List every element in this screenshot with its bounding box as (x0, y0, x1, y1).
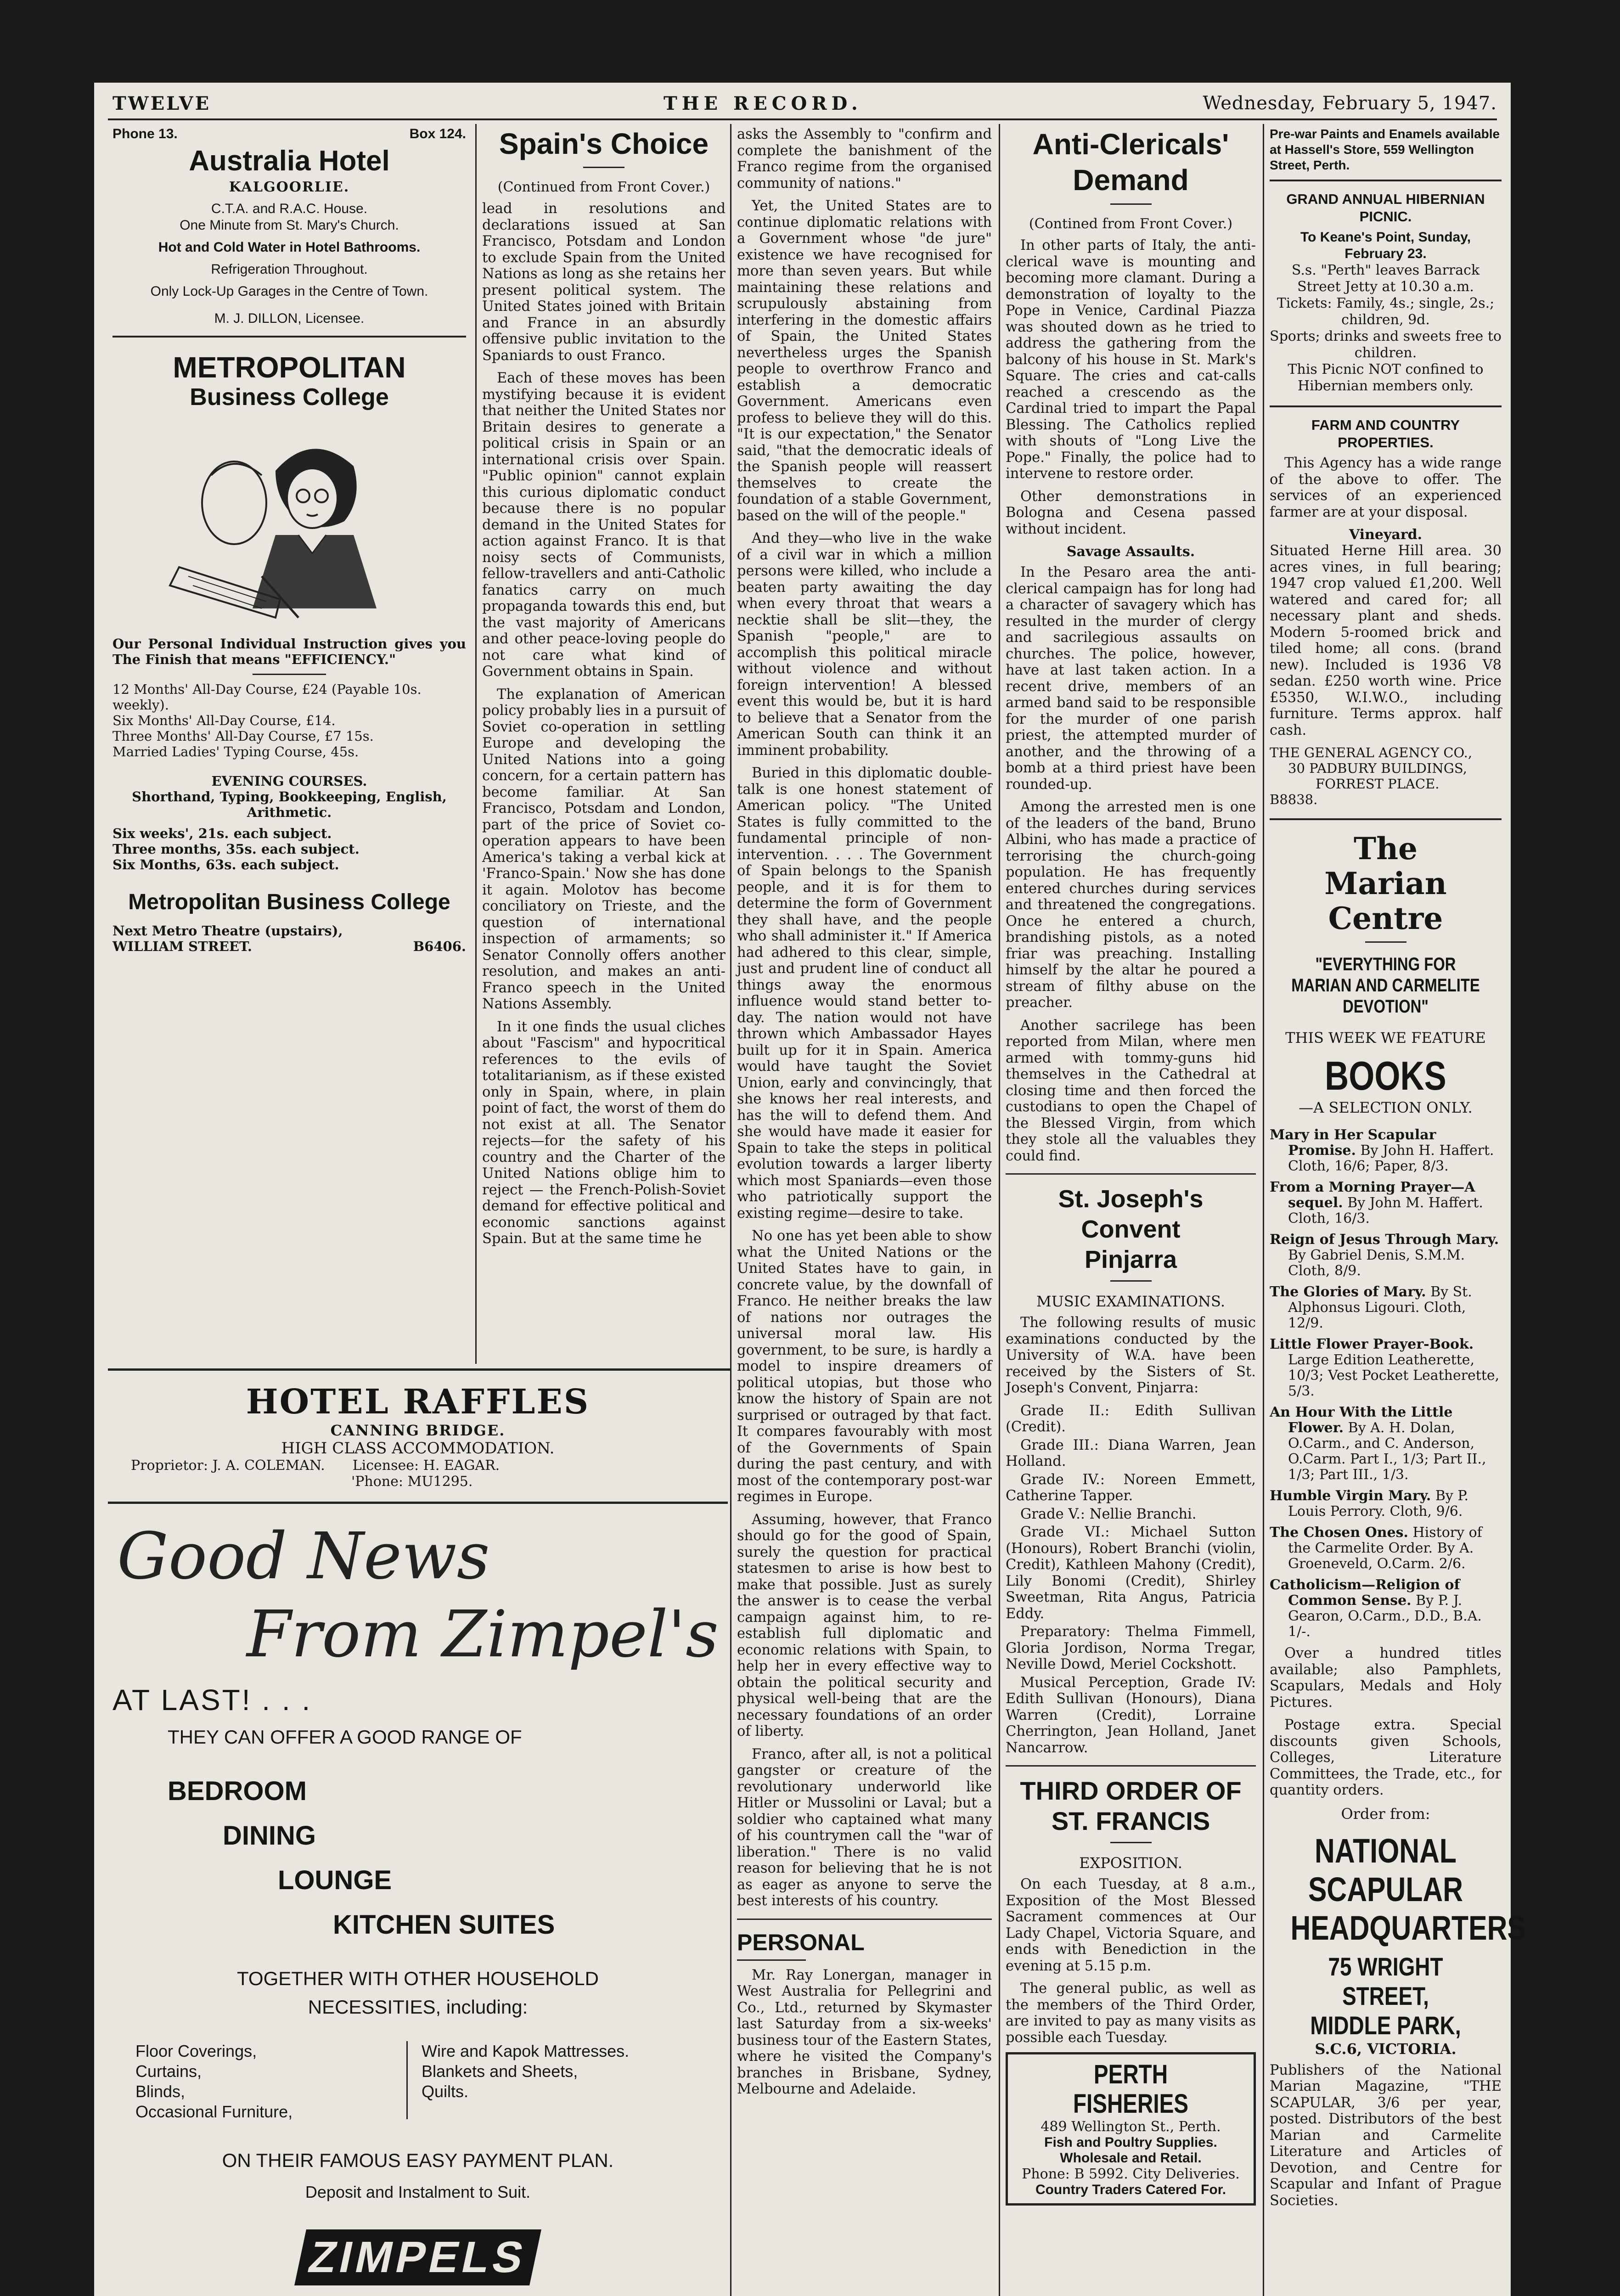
raffles-proprietor: Proprietor: J. A. COLEMAN. (131, 1458, 325, 1474)
title-rule (583, 167, 624, 168)
spain-para-1: lead in resolutions and declarations issued at San Francisco, Potsdam and London to exclude Spain from the United Nations as long as she retains her present political system. The United States joined with Britain and France in an absurdly offensive public invitation to the Spaniards to oust Franco. (482, 201, 726, 364)
grade-4: Grade V.: Nellie Branchi. (1020, 1506, 1197, 1522)
zimpels-ad (112, 1518, 723, 2285)
bottom-left-ads (112, 1382, 723, 2296)
book-detail: History of the Carmelite Order. By A. Groeneveld, O.Carm. 2/6. (1288, 1525, 1482, 1572)
book-title: Mary in Her Scapular Promise. (1270, 1127, 1436, 1159)
hibernian-picnic-ad (1270, 191, 1502, 394)
raffles-licensee: Licensee: H. EAGAR. (352, 1458, 500, 1474)
book-title: The Chosen Ones. (1270, 1525, 1408, 1541)
book-detail: By John M. Haffert. Cloth, 16/3. (1288, 1195, 1483, 1227)
book-entry (1270, 1337, 1502, 1399)
marian-order: Order from: (1341, 1805, 1430, 1823)
spain-para-2: Each of these moves has been mystifying because it is evident that neither the United States nor Britain desires to generate a political crisis in Spain or an international crisis over Spain. "Public opinion" cannot explain this curious diplomatic conduct because there is no popular demand in the United States for action against Franco. It is that noisy sects of Communists, fellow-travellers and anti-Catholic fanatics carry on much propaganda towards this end, but the vast majority of Americans and other peace-loving people do not care what kind of Government obtains in Spain. (482, 370, 726, 680)
book-title: Little Flower Prayer-Book. (1270, 1336, 1474, 1352)
evening-price-2: Three months, 35s. each subject. (112, 841, 360, 857)
issue-date: Wednesday, February 5, 1947. (1203, 93, 1497, 114)
music-exams-subhead: MUSIC EXAMINATIONS. (1036, 1293, 1225, 1310)
spain-para-7: And they—who live in the wake of a civil war in which a million persons were killed, who include a beaten party awaiting the day when every throat that wears a necktie shall be slit—they, the Spanish "people," are to accomplish this political miracle without violence and without foreign intervention! A blessed event this would be, but it is hard to believe that a Senator from the American South can think it an imminent probability. (737, 530, 992, 759)
divider (1270, 180, 1502, 181)
zimpels-at-last: AT LAST! . . . (112, 1683, 312, 1716)
item-curtains: Curtains, (135, 2062, 202, 2081)
metropolitan-address: Next Metro Theatre (upstairs), (112, 923, 343, 939)
grade-2: Grade III.: Diana Warren, Jean Holland. (1006, 1437, 1256, 1469)
newspaper-page (94, 83, 1526, 2296)
personal-text: Mr. Ray Lonergan, manager in West Australia for Pellegrini and Co., Ltd., returned by Skymaster last Saturday from a six-weeks' business tour of the Eastern States, where he visited the Company's branches in Brisbane, Sydney, Melbourne and Adelaide. (737, 1967, 992, 2097)
left-ads-column (112, 126, 466, 1366)
grade-6: Preparatory: Thelma Fimmell, Gloria Jordison, Norma Tregar, Neville Dowd, Meriel Cockshott. (1006, 1624, 1256, 1672)
spain-para-9: No one has yet been able to show what the United Nations or the United States have to gain, in concrete value, by the downfall of Franco. He neither breaks the law of nations nor outrages the universal moral law. His government, to be sure, is hardly a model to inspire dreamers of political utopias, but those who know the history of Spain are not surprised or outraged by that fact. It compares favourably with most of the Governments of Spain during the past century, and with most of the contemporary post-war regimes in Europe. (737, 1228, 992, 1505)
metropolitan-code: B6406. (413, 939, 466, 954)
book-detail: By A. H. Dolan, O.Carm., and C. Anderson, O.Carm. Part I., 1/3; Part II., 1/3; Part III., 1/3. (1288, 1420, 1486, 1483)
spain-para-6: Yet, the United States are to continue diplomatic relations with a Government whose "de jure" existence we have recognised for more than seven years. But while maintaining these relations and scrupulously abstaining from interfering in the domestic affairs of Spain, the United States nevertheless urges the Spanish people to overthrow Franco and establish a democratic Government. Americans even profess to believe they will do this. "It is our expectation," the Senator said, "that the democratic ideals of the Spanish people will reassert themselves to create the foundation of a stable Government, based on the will of the people." (737, 198, 992, 524)
book-detail: By St. Alphonsus Ligouri. Cloth, 12/9. (1288, 1284, 1472, 1331)
book-title: The Glories of Mary. (1270, 1284, 1426, 1300)
zimpels-logo: ZIMPELS (294, 2229, 541, 2285)
anticlerical-title: Anti-Clericals' Demand (1032, 128, 1229, 197)
zimpels-offer: THEY CAN OFFER A GOOD RANGE OF (168, 1726, 522, 1748)
zimpels-headline-1: Good News (117, 1519, 490, 1594)
book-entry (1270, 1525, 1502, 1572)
zimpels-together: TOGETHER WITH OTHER HOUSEHOLD (237, 1968, 599, 1989)
title-rule (1110, 1280, 1152, 1282)
item-floor: Floor Coverings, (135, 2042, 257, 2060)
third-order-title-1: THIRD ORDER OF (1020, 1776, 1242, 1805)
course-2: Six Months' All-Day Course, £14. (112, 713, 336, 728)
australia-hotel-ad (112, 126, 466, 338)
book-title: Humble Virgin Mary. (1270, 1488, 1431, 1504)
fisheries-trade: Wholesale and Retail. (1060, 2150, 1202, 2166)
book-entry (1270, 1180, 1502, 1227)
raffles-title: HOTEL RAFFLES (246, 1382, 590, 1422)
agency-code: B8838. (1270, 792, 1318, 807)
book-entry (1270, 1405, 1502, 1483)
agency-address-1: 30 PADBURY BUILDINGS, (1288, 760, 1467, 776)
marian-publishers: Publishers of the National Marian Magazine, "THE SCAPULAR, 3/6 per year, posted. Distributors of the best Marian and Carmelite Literature and Articles of Devotion, and Centre for Scapular and Infant of Prague Societies. (1270, 2062, 1502, 2209)
spain-para-3: The explanation of American policy probably lies in a pursuit of Soviet co-operation in settling Europe and developing the United Nations into a going concern, for a certain pattern has become familiar. At San Francisco, Potsdam and London, part of the price of Soviet co-operation appears to have been America's taking a verbal kick at 'Franco-Spain.' Now she has done it again. Molotov has become conciliatory on Trieste, and the question of international inspection of armaments; so Senator Connolly offers another resolution, and makes an anti-Franco speech in the United Nations Assembly. (482, 686, 726, 1012)
hotel-line-3: Hot and Cold Water in Hotel Bathrooms. (158, 240, 421, 255)
hibernian-title: GRAND ANNUAL HIBERNIAN PICNIC. (1286, 191, 1485, 225)
masthead: THE RECORD. (664, 93, 862, 114)
book-list (1270, 1127, 1502, 1640)
column-rule (730, 124, 731, 2296)
divider (1006, 1173, 1256, 1175)
marian-hq-1: NATIONAL SCAPULAR (1308, 1831, 1463, 1908)
prewar-paints-ad: Pre-war Paints and Enamels available at Hassell's Store, 559 Wellington Street, Perth. (1270, 127, 1500, 172)
right-ads-column (1270, 126, 1526, 2296)
farm-intro: This Agency has a wide range of the above to offer. The services of an experienced farmer are at your disposal. (1270, 455, 1502, 520)
spain-title: Spain's Choice (499, 127, 709, 160)
hotel-line-2: One Minute from St. Mary's Church. (180, 218, 399, 233)
items-left (112, 2041, 393, 2122)
hibernian-note: This Picnic NOT confined to Hibernian members only. (1288, 361, 1484, 394)
marian-feature: THIS WEEK WE FEATURE (1285, 1029, 1486, 1047)
marian-postage: Postage extra. Special discounts given Schools, Colleges, Literature Committees, the Trade, etc., for quantity orders. (1270, 1717, 1502, 1798)
spain-article-col1 (482, 126, 726, 1366)
spain-para-11: Franco, after all, is not a political gangster or creature of the revolutionary underworld like Hitler or Mussolini or Laval; but a soldier who captained what many of his countrymen call the "war of liberation." There is no valid reason for believing that he is not as eager as anyone to serve the best interests of his country. (737, 1746, 992, 1909)
anticlerical-para-2: Other demonstrations in Bologna and Cesena passed without incident. (1006, 488, 1256, 537)
divider (1270, 818, 1502, 820)
metropolitan-subtitle: Business College (190, 384, 389, 411)
marian-state: S.C.6, VICTORIA. (1315, 2040, 1457, 2058)
spain-continued: (Continued from Front Cover.) (497, 179, 710, 195)
book-detail: By Gabriel Denis, S.M.M. Cloth, 8/9. (1288, 1247, 1465, 1279)
title-rule (1365, 941, 1406, 943)
evening-price-3: Six Months, 63s. each subject. (112, 857, 339, 872)
anticlerical-para-4: Among the arrested men is one of the leaders of the band, Bruno Albini, who has made a practice of terrorising the church-going population. He has frequently entered churches during services and threatened the congregations. Once he entered a church, brandishing pistols, as a noted friar was preaching. Installing himself by the altar he poured a stream of filthy abuse on the preacher. (1006, 799, 1256, 1011)
column-rule (475, 124, 477, 1364)
book-title: Reign of Jesus Through Mary. (1270, 1232, 1499, 1248)
evening-subjects: Shorthand, Typing, Bookkeeping, English, Arithmetic. (132, 789, 447, 820)
hotel-licensee: M. J. DILLON, Licensee. (214, 311, 365, 326)
perth-fisheries-ad (1006, 2052, 1256, 2206)
spain-para-4: In it one finds the usual cliches about "Fascism" and hypocritical references to the evils of totalitarianism, as if these existed only in Spain, where, in plain point of fact, the worst of them do not exist at all. The Senator rejects—for the safety of his country and the Charter of the United Nations oblige him to reject — the French-Polish-Soviet demand for effective political and economic sanctions against Spain. But at the same time he (482, 1019, 726, 1247)
hibernian-ferry: S.s. "Perth" leaves Barrack Street Jetty at 10.30 a.m. (1291, 262, 1480, 295)
column-rule (999, 124, 1000, 2296)
course-1: 12 Months' All-Day Course, £24 (Payable 10s. weekly). (112, 681, 422, 713)
anticlerical-para-5: Another sacrilege has been reported from Milan, where men armed with tommy-guns hid themselves in the Cathedral at closing time and then forced the custodians to open the Chapel of the Blessed Virgin, from which they stole all the valuables they could find. (1006, 1017, 1256, 1164)
spain-para-5: asks the Assembly to "confirm and complete the banishment of the Franco regime from the organised community of nations." (737, 126, 992, 191)
book-title: Catholicism—Religion of Common Sense. (1270, 1577, 1460, 1609)
hotel-raffles-ad (112, 1382, 723, 1490)
title-rule (1110, 1842, 1152, 1843)
book-detail: By P. Louis Perrory. Cloth, 9/6. (1288, 1488, 1468, 1519)
vineyard-title: Vineyard. (1349, 527, 1423, 543)
anticlerical-para-1: In other parts of Italy, the anti-clerical wave is mounting and becoming more clamant. During a demonstration of loyalty to the Pope in Venice, Cardinal Piazza was shouted down as he tried to address the gathering from the balcony of his house in St. Mark's Square. The cries and cat-calls reached a crescendo as the Cardinal tried to impart the Papal Blessing. The Catholics replied with shouts of "Long Live the Pope." Finally, the police had to intervene to restore order. (1006, 237, 1256, 482)
grade-7: Musical Perception, Grade IV: Edith Sullivan (Honours), Diana Warren (Credit), Lorraine Cherrington, Jean Holland, Janet Nancarrow. (1006, 1674, 1256, 1756)
hotel-line-1: C.T.A. and R.A.C. House. (211, 201, 368, 216)
marian-selection: —A SELECTION ONLY. (1299, 1099, 1473, 1116)
student-illustration (161, 416, 418, 631)
grade-3: Grade IV.: Noreen Emmett, Catherine Tapper. (1006, 1471, 1256, 1504)
course-4: Married Ladies' Typing Course, 45s. (112, 744, 359, 760)
st-josephs-title-2: Pinjarra (1084, 1246, 1177, 1273)
marian-books: BOOKS (1325, 1053, 1446, 1098)
fisheries-title: PERTH FISHERIES (1073, 2060, 1189, 2119)
marian-the: The (1353, 831, 1418, 867)
spain-article-col2 (737, 126, 992, 2296)
grade-5: Grade VI.: Michael Sutton (Honours), Robert Branchi (violin, Credit), Kathleen Mahony (Credit), Lily Bonomi (Credit), Shirley Sweetman, Rita Angus, Patricia Eddy. (1006, 1524, 1256, 1622)
hotel-line-4: Refrigeration Throughout. (211, 262, 368, 277)
personal-title: PERSONAL (737, 1929, 865, 1955)
book-entry (1270, 1127, 1502, 1174)
divider (253, 674, 326, 675)
savage-assaults-subhead: Savage Assaults. (1066, 544, 1195, 560)
header-rule (108, 118, 1497, 120)
spain-para-10: Assuming, however, that Franco should go for the good of Spain, surely the question for practical statesmen to arise is how best to make that possible. Just as surely the answer is to cease the verbal campaign against him, to re-establish full diplomatic and economic relations with Spain, to help her in every effective way to obtain the political security and physical well-being that are the necessary foundations of an order of liberty. (737, 1511, 992, 1739)
third-order-para-2: The general public, as well as the members of the Third Order, are invited to pay as many visits as possible each Tuesday. (1006, 1981, 1256, 2046)
personal-rule (737, 1959, 806, 1961)
book-detail: By John H. Haffert. Cloth, 16/6; Paper, 8/3. (1288, 1142, 1494, 1174)
item-blankets: Blankets and Sheets, (422, 2062, 578, 2081)
list-divider (406, 2041, 408, 2119)
metropolitan-intro: Our Personal Individual Instruction gives you The Finish that means "EFFICIENCY." (112, 636, 466, 667)
grade-1: Grade II.: Edith Sullivan (Credit). (1006, 1402, 1256, 1435)
book-detail: By P. J. Gearon, O.Carm., D.D., B.A. 1/-. (1288, 1593, 1482, 1640)
marian-suburb: MIDDLE PARK, (1310, 2010, 1461, 2040)
evening-price-1: Six weeks', 21s. each subject. (112, 826, 332, 841)
metropolitan-title: METROPOLITAN (173, 351, 406, 384)
marian-slogan: "EVERYTHING FOR MARIAN AND CARMELITE DEVOTION" (1291, 954, 1480, 1017)
book-title: From a Morning Prayer—A sequel. (1270, 1179, 1475, 1211)
item-quilts: Quilts. (422, 2082, 469, 2101)
items-right (422, 2041, 679, 2122)
evening-title: EVENING COURSES. (211, 773, 367, 789)
column-rule (1263, 124, 1264, 2296)
raffles-tagline: HIGH CLASS ACCOMMODATION. (281, 1439, 555, 1458)
metropolitan-footer: Metropolitan Business College (128, 890, 450, 914)
divider (737, 1919, 992, 1920)
hotel-line-5: Only Lock-Up Garages in the Centre of Town. (150, 284, 428, 299)
divider (108, 1502, 728, 1504)
item-mattresses: Wire and Kapok Mattresses. (422, 2042, 630, 2060)
agency-address-2: FORREST PLACE. (1316, 776, 1440, 792)
divider (1006, 1765, 1256, 1767)
divider (1270, 405, 1502, 407)
marian-street: 75 WRIGHT STREET, (1328, 1952, 1443, 2010)
book-title: An Hour With the Little Flower. (1270, 1404, 1453, 1436)
metropolitan-street: WILLIAM STREET. (112, 939, 252, 954)
st-josephs-intro: The following results of music examinations conducted by the University of W.A. have been received by the Sisters of St. Joseph's Convent, Pinjarra: (1006, 1315, 1256, 1396)
anticlerical-para-3: In the Pesaro area the anti-clerical campaign has for long had a character of savagery which has resulted in the murder of clergy and sacrilegious assaults on churches. The police, however, have at last taken action. In a recent drive, members of an armed band said to be responsible for the murder of one parish priest, the attempted murder of another, and the throwing of a bomb at a third priest have been rounded-up. (1006, 564, 1256, 793)
hotel-name: Australia Hotel (189, 145, 390, 177)
farm-title: FARM AND COUNTRY PROPERTIES. (1311, 417, 1460, 450)
hibernian-tickets: Tickets: Family, 4s.; single, 2s.; children, 9d. (1277, 295, 1495, 328)
hotel-town: KALGOORLIE. (229, 179, 350, 195)
fisheries-supplies: Fish and Poultry Supplies. (1044, 2135, 1217, 2150)
anticlerical-column (1006, 126, 1256, 2296)
fisheries-phone: Phone: B 5992. City Deliveries. (1022, 2166, 1240, 2182)
book-entry (1270, 1488, 1502, 1519)
zimpels-headline-2: From Zimpel's (247, 1597, 719, 1672)
metropolitan-ad (112, 338, 466, 954)
page-number: TWELVE (112, 93, 211, 114)
zimpels-deposit: Deposit and Instalment to Suit. (305, 2183, 531, 2201)
hibernian-place: To Keane's Point, Sunday, February 23. (1300, 230, 1471, 261)
fisheries-address: 489 Wellington St., Perth. (1041, 2119, 1221, 2135)
book-entry (1270, 1232, 1502, 1279)
spain-para-8: Buried in this diplomatic double-talk is one honest statement of American policy. "The United States is fully committed to the fundamental principle of non-intervention. . . . The Government of Spain belongs to the Spanish people, and it is for them to determine the form of Government they shall have, and the people who shall administer it." If America had adhered to this clear, simple, just and prudent line of conduct all things away the enormous influence would stand better to-day. The nation would not have thrown which Ambassador Hayes built up for it in Spain. America would have taught the Soviet Union, early and convincingly, that she knows her real interests, and has the will to defend them. And she would have made it easier for Spain to take the steps in political evolution towards a larger liberty which most Spaniards—even those who patriotically support the existing regime—desire to take. (737, 765, 992, 1221)
exposition-subhead: EXPOSITION. (1079, 1854, 1182, 1872)
farm-properties-ad (1270, 416, 1502, 807)
section-rule (108, 1368, 730, 1371)
st-josephs-title-1: St. Joseph's Convent (1058, 1185, 1204, 1243)
suite-bedroom: BEDROOM (168, 1776, 307, 1806)
raffles-phone: 'Phone: MU1295. (351, 1474, 473, 1490)
anticlerical-continued: (Contined from Front Cover.) (1029, 216, 1233, 232)
marian-title: Marian Centre (1324, 866, 1447, 936)
hotel-phone: Phone 13. (112, 126, 178, 141)
raffles-location: CANNING BRIDGE. (330, 1422, 506, 1439)
item-occasional: Occasional Furniture, (135, 2102, 293, 2121)
book-entry (1270, 1284, 1502, 1331)
agency-name: THE GENERAL AGENCY CO., (1270, 745, 1473, 760)
fisheries-country: Country Traders Catered For. (1035, 2182, 1226, 2197)
marian-centre-ad (1270, 831, 1526, 2209)
third-order-title-2: ST. FRANCIS (1051, 1806, 1210, 1835)
vineyard-text: Situated Herne Hill area. 30 acres vines, in full bearing; 1947 crop valued £1,200. Well watered and cared for; all necessary plant and sheds. Modern 5-roomed brick and tiled home; all cons. (brand new). Included is 1936 V8 sedan. £250 worth wine. Price £5350, W.I.W.O., including furniture. Terms approx. half cash. (1270, 543, 1502, 738)
suite-kitchen: KITCHEN SUITES (333, 1910, 555, 1940)
suite-dining: DINING (223, 1821, 316, 1851)
title-rule (1110, 203, 1152, 205)
suite-lounge: LOUNGE (278, 1865, 392, 1895)
course-3: Three Months' All-Day Course, £7 15s. (112, 728, 374, 744)
marian-over: Over a hundred titles available; also Pamphlets, Scapulars, Medals and Holy Pictures. (1270, 1645, 1502, 1711)
hibernian-sports: Sports; drinks and sweets free to children. (1270, 328, 1502, 361)
book-entry (1270, 1577, 1502, 1640)
zimpels-plan: ON THEIR FAMOUS EASY PAYMENT PLAN. (222, 2150, 614, 2171)
item-blinds: Blinds, (135, 2082, 186, 2101)
hotel-box: Box 124. (409, 126, 466, 141)
zimpels-necessities: NECESSITIES, including: (308, 1996, 528, 2018)
book-detail: Large Edition Leatherette, 10/3; Vest Pocket Leatherette, 5/3. (1288, 1352, 1500, 1399)
third-order-para-1: On each Tuesday, at 8 a.m., Exposition of the Most Blessed Sacrament commences at Our Lady Chapel, Victoria Square, and ends with Benediction in the evening at 5.15 p.m. (1006, 1876, 1256, 1974)
marian-hq-2: HEADQUARTERS (1290, 1908, 1526, 1947)
